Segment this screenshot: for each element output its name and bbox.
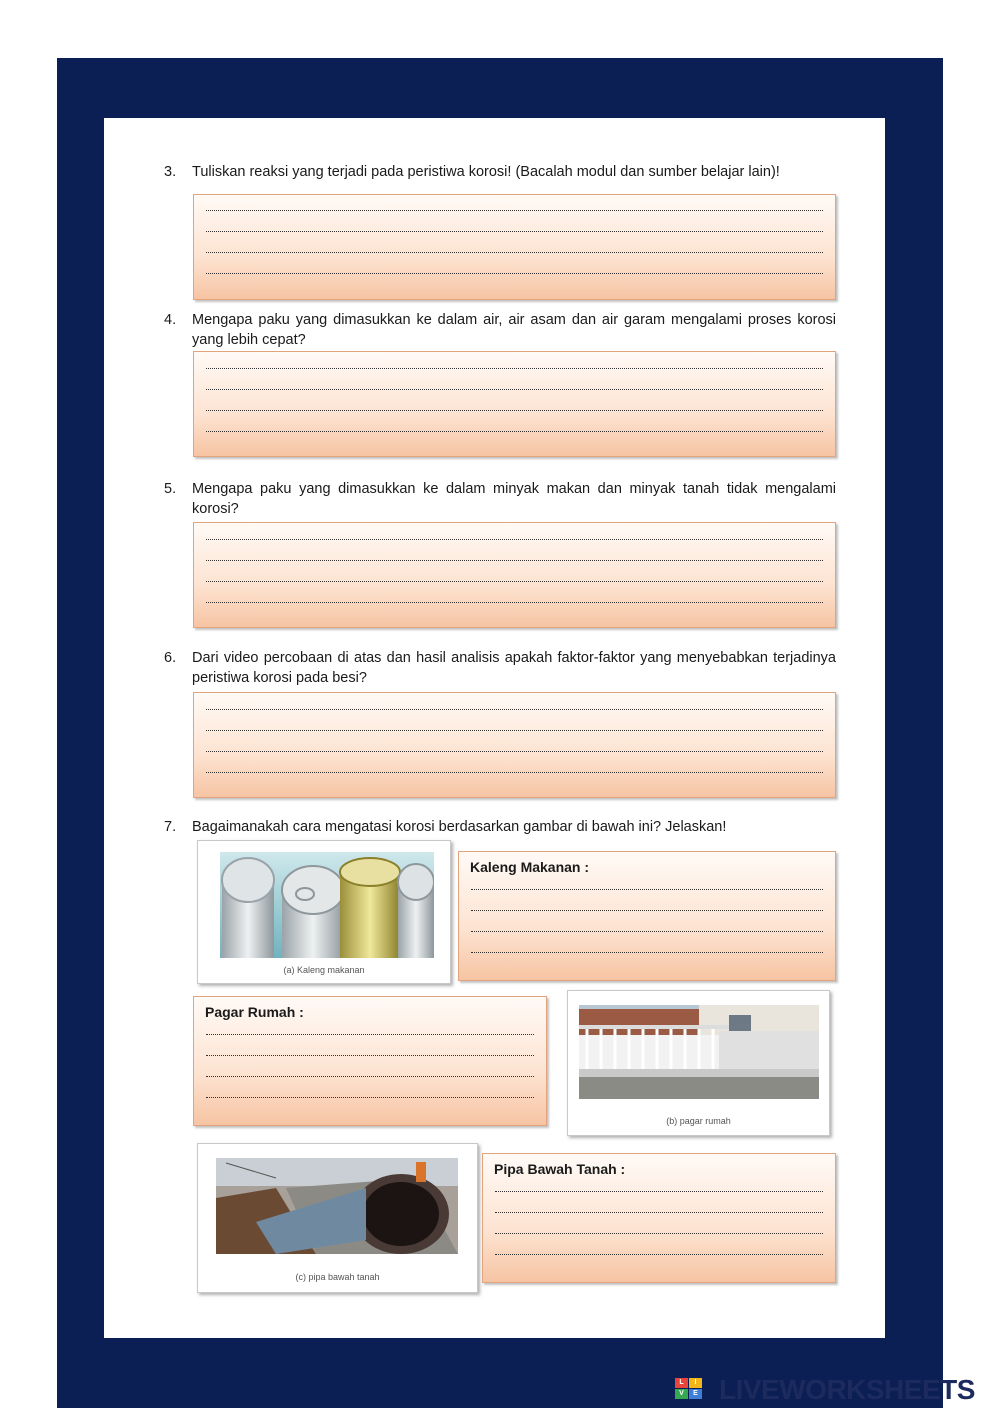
image-caption: (b) pagar rumah [666,1116,731,1126]
answer-box-5[interactable] [193,522,836,628]
canned-food-image [220,852,434,958]
question-number: 7. [164,819,177,835]
question-number: 3. [164,164,177,180]
watermark-text: LIVEWORKSHEETS [719,1374,975,1405]
image-card-kaleng [197,840,451,984]
worksheet-page [104,118,885,1338]
answer-label: Pagar Rumah : [205,1004,304,1020]
question-3 [164,162,836,182]
question-text: Tuliskan reaksi yang terjadi pada peristiwa korosi! (Bacalah modul dan sumber belajar lain)! [192,164,780,180]
question-number: 6. [164,650,177,666]
answer-label: Pipa Bawah Tanah : [494,1161,626,1177]
answer-box-pagar[interactable] [193,996,547,1126]
question-text: Bagaimanakah cara mengatasi korosi berdasarkan gambar di bawah ini? Jelaskan! [192,819,727,835]
question-text: Dari video percobaan di atas dan hasil analisis apakah faktor-faktor yang menyebabkan terjadinya peristiwa korosi pada besi? [192,650,836,686]
image-caption: (c) pipa bawah tanah [295,1272,380,1282]
answer-box-4[interactable] [193,351,836,457]
underground-pipe-image [216,1158,458,1254]
question-5 [164,479,836,519]
liveworksheets-logo-icon: L I V E [675,1378,717,1400]
answer-box-6[interactable] [193,692,836,798]
image-card-pipa [197,1143,478,1293]
question-text: Mengapa paku yang dimasukkan ke dalam minyak makan dan minyak tanah tidak mengalami korosi? [192,481,836,517]
image-card-pagar [567,990,830,1136]
question-number: 4. [164,312,177,328]
question-7 [164,817,836,837]
image-caption: (a) Kaleng makanan [283,965,365,975]
house-fence-image [579,1005,819,1099]
question-4 [164,310,836,350]
answer-box-pipa[interactable] [482,1153,836,1283]
question-text: Mengapa paku yang dimasukkan ke dalam air, air asam dan air garam mengalami proses korosi yang lebih cepat? [192,312,836,348]
answer-label: Kaleng Makanan : [470,859,590,875]
question-number: 5. [164,481,177,497]
answer-box-3[interactable] [193,194,836,300]
answer-box-kaleng[interactable] [458,851,836,981]
question-6 [164,648,836,688]
